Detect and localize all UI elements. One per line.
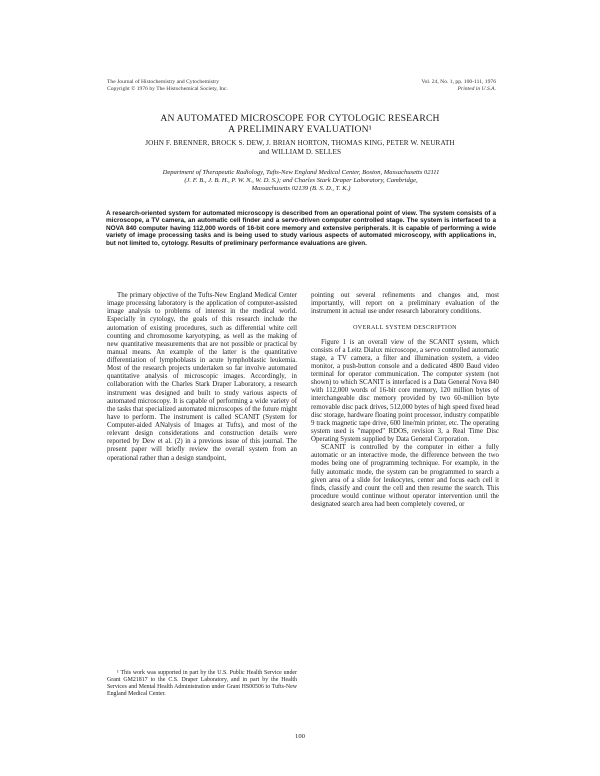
control-mode-paragraph: SCANIT is controlled by the computer in either a fully automatic or an interactive mode, the difference between the two modes being one of programming technique. For example, in the fully automatic mode, the system can be programmed to search a given area of a slide for leukocytes, center and focus each cell it finds, classify and count the cell and then resume the search. This procedure would continue without operator intervention until the designated search area had been completely covered, or (311, 444, 499, 508)
title-line-1: AN AUTOMATED MICROSCOPE FOR CYTOLOGIC RESEARCH (160, 113, 440, 124)
copyright-line: Copyright © 1976 by The Histochemical Society, Inc. (107, 86, 228, 92)
volume-info: Vol. 24, No. 1, pp. 100-111, 1976 (421, 79, 496, 85)
printed-in: Printed in U.S.A. (457, 86, 496, 92)
author-list (78, 139, 522, 157)
paper-title (90, 113, 510, 135)
authors-line-2: and WILLIAM D. SELLES (258, 148, 342, 156)
abstract: A research-oriented system for automated microscopy is described from an operational point of view. The system consists of a microscope, a TV camera, an automatic cell finder and a servo-driven computer controlled stage. The system is interfaced to a NOVA 840 computer having 112,000 words of 16-bit core memory and extensive peripherals. It is capable of performing a wide variety of image processing tasks and is being used to study various aspects of automated microscopy, with applications in, but not limited to, cytology. Results of preliminary performance evaluations are given. (106, 210, 496, 247)
intro-paragraph: The primary objective of the Tufts-New England Medical Center image processing laboratory is the application of computer-assisted image analysis to problems of interest in the medical world. Especially in cytology, the goals of this research include the automation of existing procedures, such as differential white cell counting and chromosome karyotyping, as well as the making of new quantitative measurements that are not possible or practical by manual means. An example of the latter is the quantitative differentiation of lymphoblasts in acute lymphoblastic leukemia. Most of the research projects undertaken so far involve automated quantitative analysis of microscopic images. Accordingly, in collaboration with the Charles Stark Draper Laboratory, a research instrument was designed and built to study various aspects of automated microscopy. It is capable of performing a wide variety of the tasks that specialized automated microscopes of the future might have to perform. The instrument is called SCANIT (System for Computer-aided ANalysis of Images at Tufts), and most of the relevant design considerations and construction details were reported by Dew et al. (2) in a previous issue of this journal. The present paper will briefly review the overall system from an operational rather than a design standpoint, (107, 292, 297, 462)
affiliation (96, 169, 506, 192)
affiliation-line-1: Department of Therapeutic Radiology, Tufts-New England Medical Center, Boston, Massachusetts 02111 (162, 169, 440, 176)
body-column-right (311, 292, 499, 509)
affiliation-line-3: Massachusetts 02139 (B. S. D., T. K.) (251, 184, 351, 192)
page-number: 100 (295, 733, 305, 740)
footnote: ¹ This work was supported in part by the U.S. Public Health Service under Grant GM21817 to the C.S. Draper Laboratory, and in part by the Health Services and Mental Health Administration under Grant HS00506 to Tufts-New England Medical Center. (107, 670, 297, 697)
system-description-paragraph: Figure 1 is an overall view of the SCANIT system, which consists of a Leitz Dialux microscope, a servo controlled automatic stage, a TV camera, a filter and illumination system, a video monitor, a push-button console and a dedicated 4800 Baud video terminal for operator communication. The computer system (not shown) to which SCANIT is interfaced is a Data General Nova 840 with 112,000 words of 16-bit core memory, 120 million bytes of interchangeable disc memory provided by two 60-million byte removable disc pack drives, 512,000 bytes of high speed fixed head disc storage, hardware floating point processor, industry compatible 9 track magnetic tape drive, 600 line/min printer, etc. The operating system used is "mapped" RDOS, revision 3, a Real Time Disc Operating System supplied by Data General Corporation. (311, 338, 499, 443)
authors-line-1: JOHN F. BRENNER, BROCK S. DEW, J. BRIAN HORTON, THOMAS KING, PETER W. NEURATH (145, 139, 455, 147)
title-line-2: A PRELIMINARY EVALUATION¹ (228, 124, 372, 135)
intro-continuation: pointing out several refinements and changes and, most importantly, will report on a preliminary evaluation of the instrument in actual use under research laboratory conditions. (311, 292, 499, 316)
journal-name: The Journal of Histochemistry and Cytochemistry (107, 79, 220, 85)
running-header-left (107, 79, 307, 93)
running-header-right (368, 79, 496, 93)
body-column-left (107, 292, 297, 463)
affiliation-line-2: (J. F. B., J. B. H., P. W. N., W. D. S.); and Charles Stark Draper Laboratory, Cambridge, (184, 176, 418, 184)
section-heading: OVERALL SYSTEM DESCRIPTION (353, 325, 457, 332)
